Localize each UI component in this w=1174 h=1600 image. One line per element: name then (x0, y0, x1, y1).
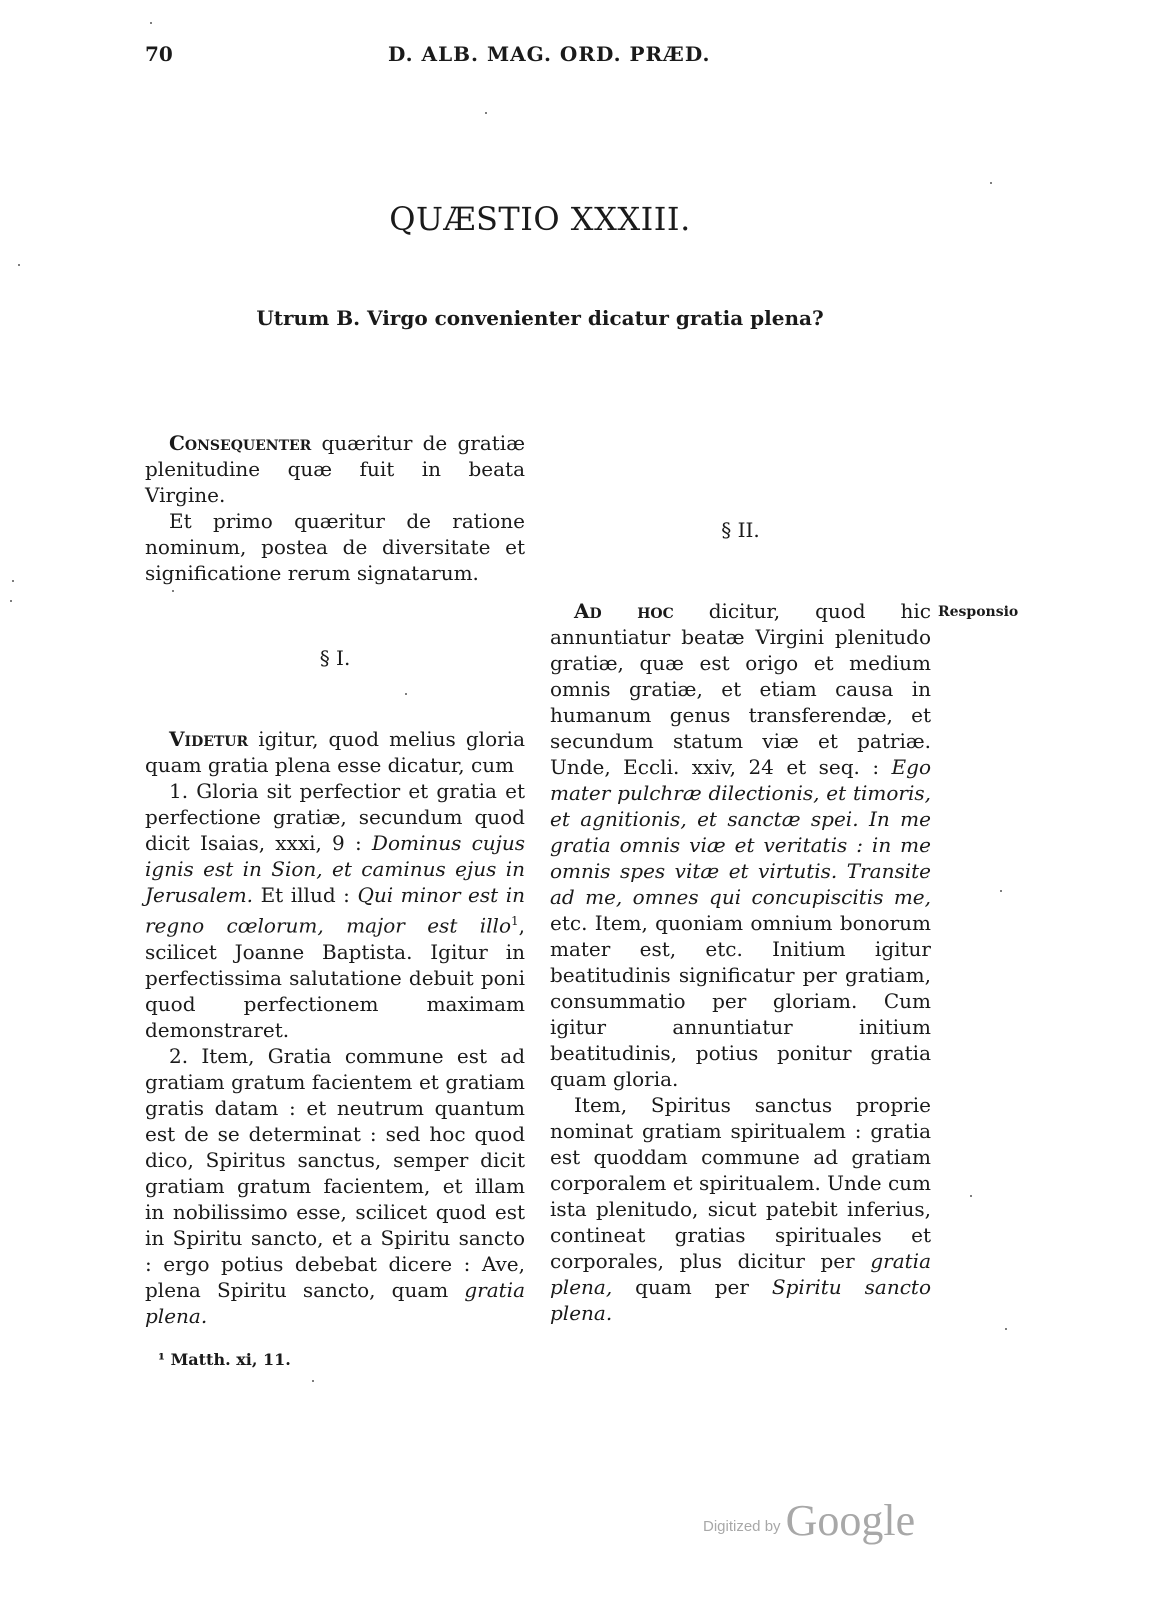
scan-speck (405, 693, 407, 695)
intro-text-1: quæritur de gratiæ plenitudine quæ fuit in beata Virgine. (145, 431, 525, 507)
intro-lead-word: Consequenter (169, 431, 312, 455)
intro-text (145, 430, 525, 586)
section-2-lead-word: Ad hoc (574, 599, 674, 623)
section-2-quote-eccli: Ego mater pulchræ dilectionis, et timoris, et agnitionis, et sanctæ spei. In me gratia omnis viæ et veritatis : in me omnis spes vitæ et virtutis. Transite ad me, omnes qui concupiscitis me, (550, 755, 931, 909)
scan-speck (150, 22, 152, 24)
section-1-text (145, 726, 525, 1329)
section-1-text-1: igitur, quod melius gloria quam gratia plena esse dicatur, cum (145, 727, 525, 777)
section-1-paragraph (145, 726, 525, 778)
scan-speck (1000, 890, 1002, 892)
watermark-prefix: Digitized by (703, 1518, 781, 1535)
section-2-text-2b: gratia plena, (550, 1249, 931, 1299)
intro-paragraph (145, 430, 525, 508)
digitized-watermark (703, 1495, 915, 1546)
scan-speck (990, 182, 992, 184)
section-1-text-2e: , scilicet Joanne Baptista. Igitur in perfectissima salutatione debuit poni quod perfectionem maximam demonstraret. (145, 913, 525, 1042)
scan-speck (1005, 1328, 1007, 1330)
section-1-lead-word: Videtur (169, 727, 249, 751)
section-1-text-3b: gratia plena. (145, 1277, 525, 1328)
running-title: D. ALB. MAG. ORD. PRÆD. (388, 42, 711, 66)
footnote-ref[interactable]: 1 (511, 914, 519, 928)
section-1-quote-matthew: Qui minor est in regno cœlorum, major est illo (145, 883, 525, 938)
scan-speck (18, 264, 20, 266)
section-1-quote-isaias: Dominus cujus ignis est in Sion, et caminus ejus in Jerusalem. (145, 831, 525, 907)
section-2-text-1c: etc. Item, quoniam omnium bonorum mater est, etc. Initium igitur beatitudinis significatur per gratiam, consummatio per gloriam. Cum igitur annuntiatur initium beatitudinis, potius ponitur gratia quam gloria. (550, 911, 931, 1091)
scan-speck (485, 112, 487, 114)
section-heading-2: § II. (721, 518, 760, 542)
section-2-text (550, 598, 931, 1326)
watermark-brand: Google (785, 1496, 916, 1545)
section-2-text-2c: quam per (612, 1275, 772, 1299)
intro-text-2: Et primo quæritur de ratione nominum, postea de diversitate et significatione rerum signatarum. (145, 509, 525, 585)
footnote: ¹ Matth. xi, 11. (158, 1350, 291, 1369)
scan-speck (312, 1380, 314, 1382)
page-number: 70 (145, 42, 173, 66)
section-2-paragraph (550, 598, 931, 1092)
intro-paragraph (145, 508, 525, 586)
question-title: QUÆSTIO XXXIII. (389, 200, 691, 238)
section-1-text-2a: 1. Gloria sit perfectior et gratia et perfectione gratiæ, secundum quod dicit Isaias, xxxi, 9 : (145, 779, 525, 855)
section-heading-1: § I. (319, 646, 351, 670)
scan-speck (172, 590, 174, 592)
section-1-paragraph (145, 778, 525, 1043)
section-2-text-2d: Spiritu sancto plena. (550, 1275, 932, 1325)
section-2-paragraph (550, 1092, 931, 1326)
question-subtitle: Utrum B. Virgo convenienter dicatur gratia plena? (256, 306, 824, 330)
section-2-text-1a: dicitur, quod hic annuntiatur beatæ Virgini plenitudo gratiæ, quæ est origo et medium omnis gratiæ, et etiam causa in humanum genus transferendæ, et secundum statum viæ et patriæ. Unde, Eccli. xxiv, 24 et seq. : (550, 599, 932, 779)
page-header (0, 42, 1174, 72)
margin-note: Responsio (938, 604, 1019, 620)
section-1-text-3a: 2. Item, Gratia commune est ad gratiam gratum facientem et gratiam gratis datam : et neutrum quantum est de se determinat : sed hoc quod dico, Spiritus sanctus, semper dicit gratiam gratum facientem, et illam in nobilissimo esse, scilicet quod est in Spiritu sancto, et a Spiritu sancto : ergo potius debebat dicere : Ave, plena Spiritu sancto, quam (145, 1043, 525, 1302)
section-1-paragraph (145, 1043, 525, 1329)
section-1-text-2c: Et illud : (253, 883, 358, 907)
scan-speck (10, 600, 12, 602)
scan-speck (970, 1195, 972, 1197)
section-2-text-2a: Item, Spiritus sanctus proprie nominat gratiam spiritualem : gratia est quoddam commune ad gratiam corporalem et spiritualem. Unde cum ista plenitudo, sicut patebit inferius, contineat gratias spirituales et corporales, plus dicitur per (550, 1093, 931, 1273)
scan-speck (12, 580, 14, 582)
